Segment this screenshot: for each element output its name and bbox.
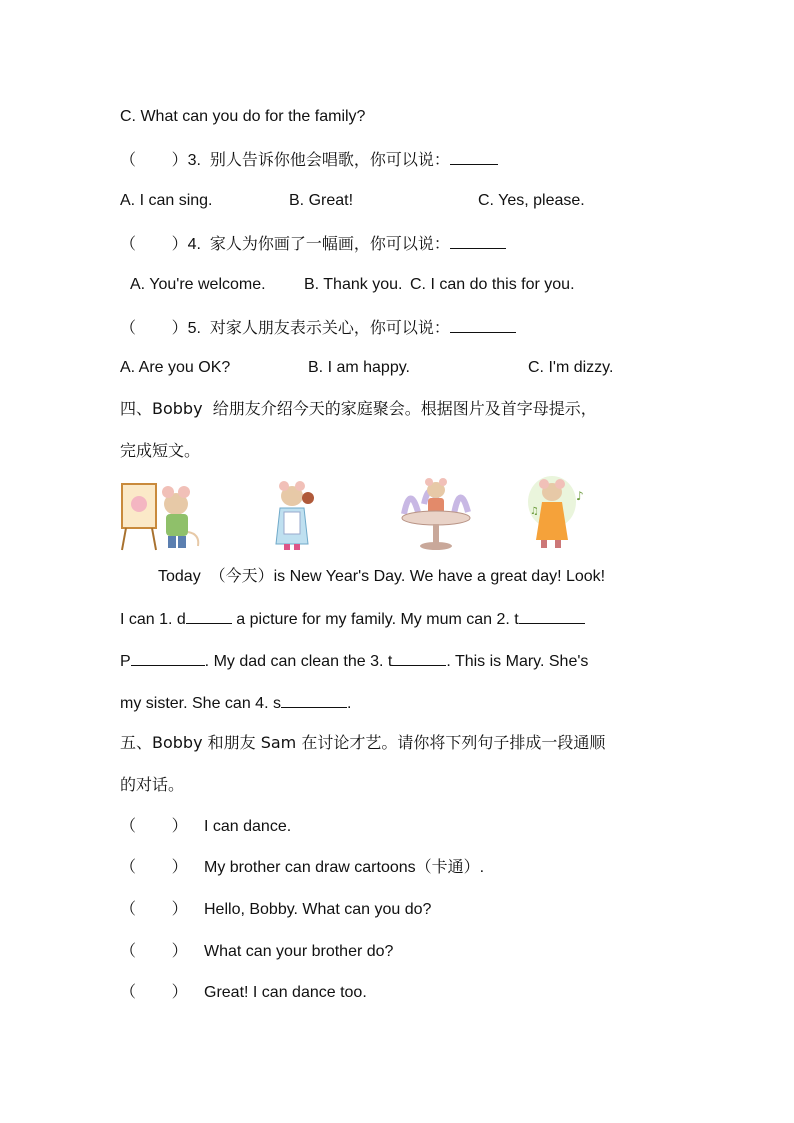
- answer-paren[interactable]: （ ）: [120, 818, 188, 835]
- mouse-singing-icon: [522, 474, 608, 552]
- answer-blank[interactable]: [450, 316, 516, 333]
- section5-title-cont: 的对话。: [120, 775, 185, 794]
- svg-text:♪: ♪: [576, 489, 584, 503]
- passage-text: . This is Mary. She's: [446, 653, 589, 670]
- q4-option-c: C. I can do this for you.: [410, 276, 575, 293]
- section5-title: 五、Bobby 和朋友 Sam 在讨论才艺。请你将下列句子排成一段通顺: [120, 733, 606, 752]
- answer-paren[interactable]: （ ）: [120, 320, 188, 337]
- section4-title-cont: 完成短文。: [120, 441, 201, 460]
- dialogue-text: My brother can draw cartoons（卡通）.: [204, 859, 485, 876]
- dialogue-item: [120, 899, 431, 921]
- answer-blank-1[interactable]: [186, 607, 232, 624]
- q5-option-b: B. I am happy.: [308, 359, 410, 376]
- dialogue-text: Hello, Bobby. What can you do?: [204, 901, 432, 918]
- q5-option-c: C. I'm dizzy.: [528, 359, 614, 376]
- passage-text: .: [346, 695, 352, 712]
- q4-option-b: B. Thank you.: [304, 276, 403, 293]
- q3-stem: [120, 148, 498, 172]
- dialogue-item: [120, 941, 393, 963]
- dialogue-text: I can dance.: [204, 818, 292, 835]
- picture-strip: [118, 474, 608, 552]
- answer-paren[interactable]: （ ）: [120, 984, 188, 1001]
- svg-text:♫: ♫: [530, 506, 539, 517]
- answer-paren[interactable]: （ ）: [120, 152, 188, 169]
- dialogue-item: [120, 982, 367, 1004]
- answer-paren[interactable]: （ ）: [120, 901, 188, 918]
- dialogue-text: Great! I can dance too.: [204, 984, 367, 1001]
- passage-text: a picture for my family. My mum can 2. t: [231, 611, 519, 628]
- answer-blank-2b[interactable]: [131, 649, 205, 666]
- q2-option-c: C. What can you do for the family?: [120, 108, 366, 125]
- passage-line-4: [120, 691, 351, 715]
- q4-text: 4. 家人为你画了一幅画，你可以说：: [187, 236, 450, 253]
- answer-paren[interactable]: （ ）: [120, 943, 188, 960]
- answer-paren[interactable]: （ ）: [120, 236, 188, 253]
- answer-blank-4[interactable]: [281, 691, 347, 708]
- mouse-cooking-icon: [264, 474, 350, 552]
- answer-blank[interactable]: [450, 148, 498, 165]
- passage-text: my sister. She can 4. s: [120, 695, 281, 712]
- q5-option-a: A. Are you OK?: [120, 359, 231, 376]
- q3-option-a: A. I can sing.: [120, 192, 213, 209]
- dialogue-text: What can your brother do?: [204, 943, 394, 960]
- passage-text: I can 1. d: [120, 611, 186, 628]
- passage-line-2: [120, 607, 585, 631]
- q4-option-a: A. You're welcome.: [130, 276, 266, 293]
- passage-line-1: Today （今天）is New Year's Day. We have a great day! Look!: [158, 568, 606, 585]
- answer-blank-2[interactable]: [519, 607, 585, 624]
- q5-text: 5. 对家人朋友表示关心，你可以说：: [187, 320, 450, 337]
- q3-option-b: B. Great!: [289, 192, 354, 209]
- section4-title: 四、Bobby 给朋友介绍今天的家庭聚会。根据图片及首字母提示，: [120, 399, 597, 418]
- q3-text: 3. 别人告诉你他会唱歌，你可以说：: [187, 152, 450, 169]
- q5-stem: [120, 316, 516, 340]
- q3-option-c: C. Yes, please.: [478, 192, 585, 209]
- answer-blank-3[interactable]: [392, 649, 446, 666]
- passage-text: . My dad can clean the 3. t: [204, 653, 393, 670]
- dialogue-item: [120, 857, 484, 879]
- dialogue-item: [120, 816, 291, 838]
- answer-blank[interactable]: [450, 232, 506, 249]
- answer-paren[interactable]: （ ）: [120, 859, 188, 876]
- passage-line-3: [120, 649, 588, 673]
- mouse-table-icon: [394, 474, 480, 552]
- mouse-drawing-icon: [118, 474, 204, 552]
- passage-text: P: [120, 653, 131, 670]
- q4-stem: [120, 232, 506, 256]
